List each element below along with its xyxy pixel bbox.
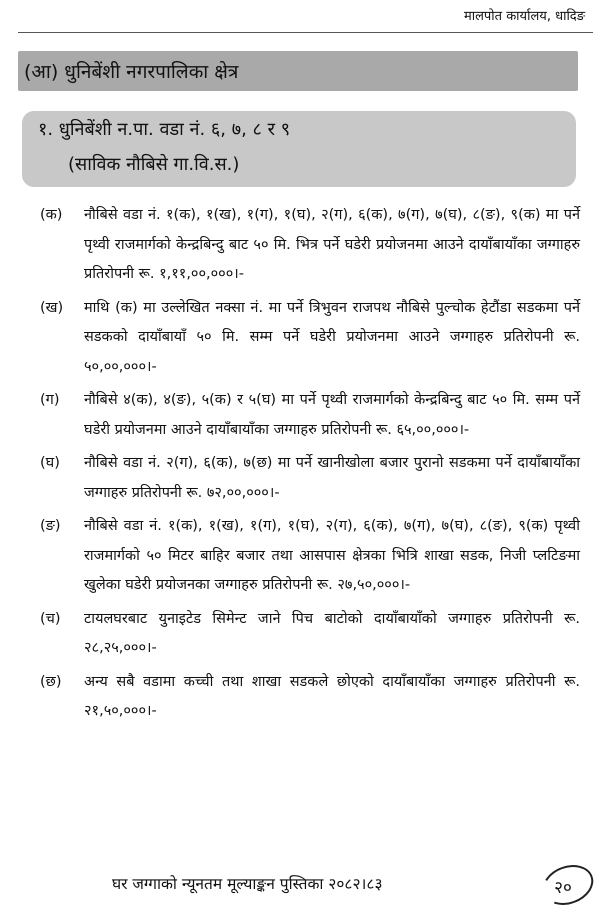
list-item	[40, 386, 580, 445]
item-text: नौबिसे वडा नं. १(क), १(ख), १(ग), १(घ), २(ग), ६(क), ७(ग), ७(घ), ८(ङ), ९(क) मा पर्ने पृथ्वी राजमार्गको केन्द्रबिन्दु बाट ५० मि. भित्र पर्ने घडेरी प्रयोजनमा आउने दायाँबायाँका जग्गाहरु प्रतिरोपनी रू. १,११,००,०००।-	[84, 207, 580, 282]
list-item	[40, 449, 580, 508]
list-item	[40, 201, 580, 290]
footer-title: घर जग्गाको न्यूनतम मूल्याङ्कन पुस्तिका २०८२।८३	[112, 875, 383, 893]
item-marker: (छ)	[40, 673, 62, 690]
item-marker: (ग)	[40, 392, 60, 408]
item-marker: (क)	[40, 207, 63, 223]
ward-title: १. धुनिबेंशी न.पा. वडा नं. ६, ७, ८ र ९	[38, 119, 291, 140]
item-marker: (च)	[40, 610, 61, 627]
item-marker: (ख)	[40, 299, 64, 316]
list-item	[40, 294, 580, 383]
ward-box	[22, 111, 576, 187]
page-number-badge	[537, 858, 599, 911]
item-text: टायलघरबाट युनाइटेड सिमेन्ट जाने पिच बाटोको दायाँबायाँको जग्गाहरु प्रतिरोपनी रू. २८,२५,०००।-	[84, 610, 580, 656]
header-divider	[18, 32, 593, 33]
office-name: मालपोत कार्यालय, धादिङ	[463, 9, 585, 24]
list-item	[40, 605, 580, 664]
page-number: २०	[554, 877, 572, 898]
item-text: अन्य सबै वडामा कच्ची तथा शाखा सडकले छोएको दायाँबायाँका जग्गाहरु प्रतिरोपनी रू. २१,५०,०००।-	[84, 673, 580, 719]
section-title: (आ) धुनिबेंशी नगरपालिका क्षेत्र	[24, 61, 239, 83]
item-text: नौबिसे वडा नं. १(क), १(ख), १(ग), १(घ), २(ग), ६(क), ७(ग), ७(घ), ८(ङ), ९(क) पृथ्वी राजमार्गको ५० मिटर बाहिर बजार तथा आसपास क्षेत्रका भित्रि शाखा सडक, निजी प्लटिङमा खुलेका घडेरी प्रयोजनका जग्गाहरु प्रतिरोपनी रू. २७,५०,०००।-	[84, 518, 580, 593]
item-text: नौबिसे ४(क), ४(ङ), ५(क) र ५(घ) मा पर्ने पृथ्वी राजमार्गको केन्द्रबिन्दु बाट ५० मि. सम्म पर्ने घडेरी प्रयोजनमा आउने दायाँबायाँका जग्गाहरु प्रतिरोपनी रू. ६५,००,०००।-	[84, 392, 580, 438]
item-text: नौबिसे वडा नं. २(ग), ६(क), ७(छ) मा पर्ने खानीखोला बजार पुरानो सडकमा पर्ने दायाँबायाँका जग्गाहरु प्रतिरोपनी रू. ७२,००,०००।-	[84, 455, 580, 501]
ward-subtitle: (साविक नौबिसे गा.वि.स.)	[68, 154, 240, 175]
list-item	[40, 512, 580, 601]
item-marker: (ङ)	[40, 518, 61, 534]
item-marker: (घ)	[40, 455, 60, 471]
section-heading	[18, 51, 578, 91]
rate-list	[40, 201, 580, 731]
list-item	[40, 668, 580, 727]
item-text: माथि (क) मा उल्लेखित नक्सा नं. मा पर्ने त्रिभुवन राजपथ नौबिसे पुल्चोक हेटौंडा सडकमा पर्ने सडकको दायाँबायाँ ५० मि. सम्म पर्ने घडेरी प्रयोजनमा आउने जग्गाहरु प्रतिरोपनी रू. ५०,००,०००।-	[84, 299, 580, 375]
